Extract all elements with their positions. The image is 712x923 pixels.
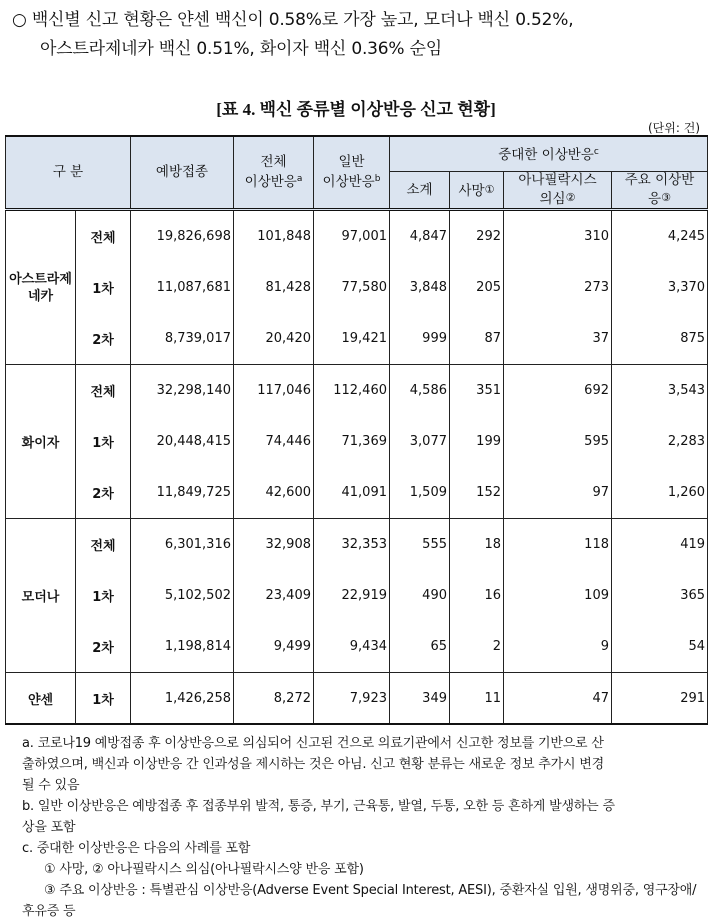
anaphylaxis-cell: 9 [504,621,612,673]
adverse-event-table [5,135,708,725]
general-ae-cell: 41,091 [314,467,390,519]
table-row [6,621,708,673]
major-ae-cell: 875 [612,313,708,365]
death-cell: 152 [450,467,504,519]
total-ae-cell: 8,272 [234,673,314,725]
death-cell: 87 [450,313,504,365]
header-general-ae: 일반 이상반응$^b$ [314,136,390,210]
anaphylaxis-cell: 97 [504,467,612,519]
header-major-ae: 주요 이상반 응③ [612,172,708,210]
subtotal-cell: 65 [390,621,450,673]
major-ae-cell: 3,370 [612,262,708,313]
general-ae-cell: 7,923 [314,673,390,725]
death-cell: 351 [450,365,504,417]
anaphylaxis-cell: 37 [504,313,612,365]
death-cell: 199 [450,416,504,467]
vaccinations-cell: 1,426,258 [131,673,234,725]
total-ae-cell: 9,499 [234,621,314,673]
dose-cell: 전체 [76,210,131,263]
group-label-astrazeneca: 아스트라제네카 [6,210,76,365]
table-row [6,416,708,467]
table-row [6,519,708,571]
vaccinations-cell: 11,849,725 [131,467,234,519]
general-ae-cell: 97,001 [314,210,390,263]
header-death: 사망① [450,172,504,210]
dose-cell: 전체 [76,365,131,417]
subtotal-cell: 4,847 [390,210,450,263]
header-vaccinations: 예방접종 [131,136,234,210]
death-cell: 2 [450,621,504,673]
subtotal-cell: 490 [390,570,450,621]
death-cell: 18 [450,519,504,571]
subtotal-cell: 1,509 [390,467,450,519]
anaphylaxis-cell: 118 [504,519,612,571]
major-ae-cell: 291 [612,673,708,725]
vaccinations-cell: 19,826,698 [131,210,234,263]
vaccinations-cell: 11,087,681 [131,262,234,313]
dose-cell: 1차 [76,570,131,621]
general-ae-cell: 19,421 [314,313,390,365]
total-ae-cell: 23,409 [234,570,314,621]
dose-cell: 1차 [76,416,131,467]
major-ae-cell: 365 [612,570,708,621]
dose-cell: 2차 [76,621,131,673]
general-ae-cell: 32,353 [314,519,390,571]
table-row [6,262,708,313]
total-ae-cell: 101,848 [234,210,314,263]
table-row [6,365,708,417]
footnote-a-line-3: 될 수 있음 [22,778,80,793]
group-label-janssen: 얀센 [6,673,76,725]
general-ae-cell: 71,369 [314,416,390,467]
subtotal-cell: 4,586 [390,365,450,417]
footnote-a-line-2: 출하였으며, 백신과 이상반응 간 인과성을 제시하는 것은 아님. 신고 현황 분류는 새로운 정보 추가시 변경 [22,757,604,772]
group-label-moderna: 모더나 [6,519,76,673]
table-row [6,673,708,725]
major-ae-cell: 4,245 [612,210,708,263]
total-ae-cell: 117,046 [234,365,314,417]
anaphylaxis-cell: 595 [504,416,612,467]
anaphylaxis-cell: 47 [504,673,612,725]
intro-paragraph [12,6,708,64]
subtotal-cell: 3,077 [390,416,450,467]
footnote-c-line-2: ① 사망, ② 아나필락시스 의심(아나필락시스양 반응 포함) [44,862,364,877]
general-ae-cell: 9,434 [314,621,390,673]
major-ae-cell: 54 [612,621,708,673]
table-row [6,210,708,263]
footnote-b-line-1: b. 일반 이상반응은 예방접종 후 접종부위 발적, 통증, 부기, 근육통, 발열, 두통, 오한 등 흔하게 발생하는 증 [22,799,615,814]
header-subtotal: 소계 [390,172,450,210]
vaccinations-cell: 8,739,017 [131,313,234,365]
intro-line-1: ○ 백신별 신고 현황은 얀센 백신이 0.58%로 가장 높고, 모더나 백신 0.52%, [12,10,574,30]
subtotal-cell: 999 [390,313,450,365]
table-unit: (단위: 건) [648,121,700,135]
anaphylaxis-cell: 273 [504,262,612,313]
subtotal-cell: 555 [390,519,450,571]
vaccinations-cell: 20,448,415 [131,416,234,467]
general-ae-cell: 112,460 [314,365,390,417]
dose-cell: 1차 [76,262,131,313]
table-row [6,570,708,621]
footnote-c-line-3: ③ 주요 이상반응 : 특별관심 이상반응(Adverse Event Special Interest, AESI), 중환자실 입원, 생명위중, 영구장애/ [44,883,697,898]
death-cell: 205 [450,262,504,313]
vaccinations-cell: 5,102,502 [131,570,234,621]
vaccinations-cell: 6,301,316 [131,519,234,571]
general-ae-cell: 22,919 [314,570,390,621]
subtotal-cell: 3,848 [390,262,450,313]
dose-cell: 2차 [76,467,131,519]
group-label-pfizer: 화이자 [6,365,76,519]
total-ae-cell: 42,600 [234,467,314,519]
subtotal-cell: 349 [390,673,450,725]
death-cell: 292 [450,210,504,263]
major-ae-cell: 1,260 [612,467,708,519]
dose-cell: 전체 [76,519,131,571]
header-total-ae: 전체 이상반응$^a$ [234,136,314,210]
footnote-c-line-4: 후유증 등 [22,904,76,919]
major-ae-cell: 419 [612,519,708,571]
table-row [6,313,708,365]
table-caption: [표 4. 백신 종류별 이상반응 신고 현황] [216,100,496,119]
vaccinations-cell: 1,198,814 [131,621,234,673]
anaphylaxis-cell: 310 [504,210,612,263]
vaccinations-cell: 32,298,140 [131,365,234,417]
total-ae-cell: 32,908 [234,519,314,571]
death-cell: 16 [450,570,504,621]
header-serious-ae: 중대한 이상반응$^c$ [390,136,708,172]
dose-cell: 1차 [76,673,131,725]
total-ae-cell: 20,420 [234,313,314,365]
total-ae-cell: 81,428 [234,262,314,313]
footnote-b-line-2: 상을 포함 [22,820,76,835]
death-cell: 11 [450,673,504,725]
anaphylaxis-cell: 692 [504,365,612,417]
major-ae-cell: 3,543 [612,365,708,417]
table-row [6,467,708,519]
dose-cell: 2차 [76,313,131,365]
total-ae-cell: 74,446 [234,416,314,467]
header-category: 구 분 [6,136,131,210]
intro-line-2: 아스트라제네카 백신 0.51%, 화이자 백신 0.36% 순임 [40,39,442,59]
anaphylaxis-cell: 109 [504,570,612,621]
footnotes [22,733,710,922]
header-anaphylaxis: 아나필락시스 의심② [504,172,612,210]
major-ae-cell: 2,283 [612,416,708,467]
general-ae-cell: 77,580 [314,262,390,313]
footnote-a-line-1: a. 코로나19 예방접종 후 이상반응으로 의심되어 신고된 건으로 의료기관에서 신고한 정보를 기반으로 산 [22,736,604,751]
footnote-c-line-1: c. 중대한 이상반응은 다음의 사례를 포함 [22,841,251,856]
